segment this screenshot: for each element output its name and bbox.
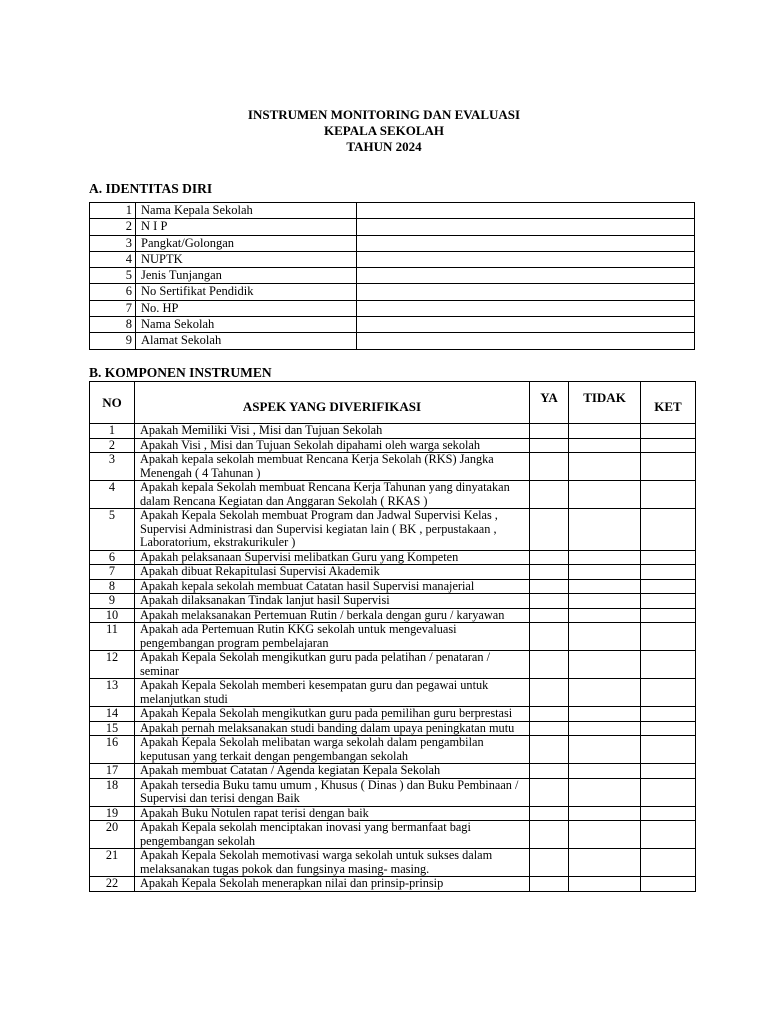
instrument-ket-cell[interactable] xyxy=(641,764,696,779)
instrument-tidak-cell[interactable] xyxy=(569,608,641,623)
instrument-row-question: Apakah Kepala Sekolah memberi kesempatan guru dan pegawai untuk melanjutkan studi xyxy=(135,679,530,707)
instrument-tidak-cell[interactable] xyxy=(569,623,641,651)
instrument-row-number: 2 xyxy=(90,438,135,453)
identity-row xyxy=(90,203,695,219)
instrument-ket-cell[interactable] xyxy=(641,438,696,453)
instrument-row xyxy=(90,550,696,565)
instrument-tidak-cell[interactable] xyxy=(569,438,641,453)
instrument-row-number: 6 xyxy=(90,550,135,565)
identity-row-label: No Sertifikat Pendidik xyxy=(136,284,357,300)
identity-row-number: 9 xyxy=(90,333,136,349)
instrument-ya-cell[interactable] xyxy=(530,877,569,892)
identity-row xyxy=(90,300,695,316)
instrument-ket-cell[interactable] xyxy=(641,424,696,439)
identity-row xyxy=(90,251,695,267)
identity-row-number: 7 xyxy=(90,300,136,316)
instrument-row xyxy=(90,509,696,551)
instrument-tidak-cell[interactable] xyxy=(569,679,641,707)
instrument-row-number: 19 xyxy=(90,806,135,821)
instrument-row xyxy=(90,594,696,609)
title-line-2: KEPALA SEKOLAH xyxy=(323,123,445,138)
instrument-row-number: 8 xyxy=(90,579,135,594)
instrument-row-question: Apakah Kepala Sekolah memotivasi warga sekolah untuk sukses dalam melaksanakan tugas pokok dan fungsinya masing- masing. xyxy=(135,849,530,877)
instrument-row-question: Apakah melaksanakan Pertemuan Rutin / berkala dengan guru / karyawan xyxy=(135,608,530,623)
instrument-row xyxy=(90,736,696,764)
instrument-table xyxy=(89,381,696,892)
identity-row xyxy=(90,333,695,349)
identity-row xyxy=(90,268,695,284)
instrument-row xyxy=(90,764,696,779)
instrument-row xyxy=(90,679,696,707)
instrument-row-number: 22 xyxy=(90,877,135,892)
identity-row-value[interactable] xyxy=(357,284,695,300)
instrument-row-question: Apakah pernah melaksanakan studi banding dalam upaya peningkatan mutu xyxy=(135,721,530,736)
instrument-row xyxy=(90,651,696,679)
identity-row-value[interactable] xyxy=(357,268,695,284)
instrument-ket-cell[interactable] xyxy=(641,579,696,594)
instrument-ya-cell[interactable] xyxy=(530,550,569,565)
instrument-row-number: 1 xyxy=(90,424,135,439)
instrument-tidak-cell[interactable] xyxy=(569,806,641,821)
header-tidak: TIDAK xyxy=(569,382,641,424)
instrument-row xyxy=(90,849,696,877)
instrument-tidak-cell[interactable] xyxy=(569,424,641,439)
identity-row xyxy=(90,317,695,333)
instrument-ket-cell[interactable] xyxy=(641,778,696,806)
instrument-ya-cell[interactable] xyxy=(530,651,569,679)
instrument-row-question: Apakah Kepala Sekolah menerapkan nilai dan prinsip-prinsip xyxy=(135,877,530,892)
instrument-row-question: Apakah Kepala Sekolah membuat Program dan Jadwal Supervisi Kelas , Supervisi Administrasi dan Supervisi kegiatan lain ( BK , perpustakaan , Laboratorium, ekstrakurikuler ) xyxy=(135,509,530,551)
header-aspek: ASPEK YANG DIVERIFIKASI xyxy=(135,382,530,424)
instrument-ket-cell[interactable] xyxy=(641,721,696,736)
identity-row-label: N I P xyxy=(136,219,357,235)
instrument-ket-cell[interactable] xyxy=(641,565,696,580)
instrument-header-row xyxy=(90,382,696,424)
identity-row-value[interactable] xyxy=(357,235,695,251)
instrument-tidak-cell[interactable] xyxy=(569,651,641,679)
identity-row xyxy=(90,235,695,251)
instrument-ket-cell[interactable] xyxy=(641,594,696,609)
instrument-row-number: 12 xyxy=(90,651,135,679)
identity-row-value[interactable] xyxy=(357,300,695,316)
identity-row-label: No. HP xyxy=(136,300,357,316)
instrument-row xyxy=(90,821,696,849)
instrument-tidak-cell[interactable] xyxy=(569,877,641,892)
identity-row-label: NUPTK xyxy=(136,251,357,267)
instrument-row-question: Apakah membuat Catatan / Agenda kegiatan Kepala Sekolah xyxy=(135,764,530,779)
instrument-tidak-cell[interactable] xyxy=(569,764,641,779)
instrument-tidak-cell[interactable] xyxy=(569,565,641,580)
instrument-row-number: 4 xyxy=(90,481,135,509)
identity-row-number: 8 xyxy=(90,317,136,333)
instrument-ya-cell[interactable] xyxy=(530,736,569,764)
instrument-ya-cell[interactable] xyxy=(530,764,569,779)
identity-row-value[interactable] xyxy=(357,203,695,219)
instrument-row xyxy=(90,453,696,481)
instrument-ya-cell[interactable] xyxy=(530,806,569,821)
instrument-row-question: Apakah Kepala Sekolah mengikutkan guru pada pelatihan / penataran / seminar xyxy=(135,651,530,679)
identity-row xyxy=(90,284,695,300)
instrument-ket-cell[interactable] xyxy=(641,806,696,821)
identity-row-value[interactable] xyxy=(357,251,695,267)
identity-row-number: 3 xyxy=(90,235,136,251)
instrument-ket-cell[interactable] xyxy=(641,877,696,892)
identity-row-value[interactable] xyxy=(357,317,695,333)
instrument-row-question: Apakah Kepala Sekolah mengikutkan guru pada pemilihan guru berprestasi xyxy=(135,707,530,722)
instrument-ya-cell[interactable] xyxy=(530,594,569,609)
instrument-row xyxy=(90,481,696,509)
instrument-row xyxy=(90,565,696,580)
instrument-ya-cell[interactable] xyxy=(530,579,569,594)
instrument-tidak-cell[interactable] xyxy=(569,707,641,722)
instrument-row-question: Apakah Memiliki Visi , Misi dan Tujuan Sekolah xyxy=(135,424,530,439)
instrument-ya-cell[interactable] xyxy=(530,509,569,551)
instrument-ya-cell[interactable] xyxy=(530,481,569,509)
identity-row-label: Pangkat/Golongan xyxy=(136,235,357,251)
instrument-row-question: Apakah Kepala sekolah menciptakan inovasi yang bermanfaat bagi pengembangan sekolah xyxy=(135,821,530,849)
identity-row-number: 5 xyxy=(90,268,136,284)
instrument-row-number: 5 xyxy=(90,509,135,551)
instrument-row-question: Apakah dibuat Rekapitulasi Supervisi Akademik xyxy=(135,565,530,580)
identity-row-value[interactable] xyxy=(357,333,695,349)
instrument-ket-cell[interactable] xyxy=(641,821,696,849)
instrument-row-question: Apakah kepala Sekolah membuat Rencana Kerja Tahunan yang dinyatakan dalam Rencana Kegiatan dan Anggaran Sekolah ( RKAS ) xyxy=(135,481,530,509)
instrument-ya-cell[interactable] xyxy=(530,707,569,722)
title-line-1: INSTRUMEN MONITORING DAN EVALUASI xyxy=(247,107,521,122)
instrument-ket-cell[interactable] xyxy=(641,623,696,651)
instrument-ya-cell[interactable] xyxy=(530,778,569,806)
identity-row-label: Nama Kepala Sekolah xyxy=(136,203,357,219)
identity-row-label: Alamat Sekolah xyxy=(136,333,357,349)
identity-row-value[interactable] xyxy=(357,219,695,235)
instrument-ya-cell[interactable] xyxy=(530,453,569,481)
identity-row-label: Jenis Tunjangan xyxy=(136,268,357,284)
instrument-row-number: 18 xyxy=(90,778,135,806)
instrument-ya-cell[interactable] xyxy=(530,438,569,453)
instrument-ket-cell[interactable] xyxy=(641,608,696,623)
instrument-ya-cell[interactable] xyxy=(530,721,569,736)
section-b-heading: B. KOMPONEN INSTRUMEN xyxy=(89,365,272,380)
instrument-row-number: 13 xyxy=(90,679,135,707)
instrument-row-number: 11 xyxy=(90,623,135,651)
instrument-ket-cell[interactable] xyxy=(641,481,696,509)
instrument-row-question: Apakah Buku Notulen rapat terisi dengan baik xyxy=(135,806,530,821)
instrument-tidak-cell[interactable] xyxy=(569,550,641,565)
instrument-row-question: Apakah dilaksanakan Tindak lanjut hasil Supervisi xyxy=(135,594,530,609)
instrument-row-question: Apakah kepala sekolah membuat Rencana Kerja Sekolah (RKS) Jangka Menengah ( 4 Tahunan ) xyxy=(135,453,530,481)
instrument-row xyxy=(90,438,696,453)
instrument-ket-cell[interactable] xyxy=(641,651,696,679)
instrument-row xyxy=(90,806,696,821)
instrument-tidak-cell[interactable] xyxy=(569,594,641,609)
title-line-3: TAHUN 2024 xyxy=(346,139,422,154)
instrument-row-number: 14 xyxy=(90,707,135,722)
document-title xyxy=(0,107,768,155)
instrument-ket-cell[interactable] xyxy=(641,849,696,877)
instrument-ket-cell[interactable] xyxy=(641,453,696,481)
instrument-row-number: 17 xyxy=(90,764,135,779)
instrument-tidak-cell[interactable] xyxy=(569,821,641,849)
identity-row-number: 4 xyxy=(90,251,136,267)
instrument-row xyxy=(90,424,696,439)
instrument-tidak-cell[interactable] xyxy=(569,849,641,877)
identity-row-number: 6 xyxy=(90,284,136,300)
header-no: NO xyxy=(90,382,135,424)
instrument-row-number: 9 xyxy=(90,594,135,609)
instrument-tidak-cell[interactable] xyxy=(569,721,641,736)
identity-row xyxy=(90,219,695,235)
section-a-heading: A. IDENTITAS DIRI xyxy=(89,181,213,196)
instrument-ya-cell[interactable] xyxy=(530,623,569,651)
instrument-row-question: Apakah ada Pertemuan Rutin KKG sekolah untuk mengevaluasi pengembangan program pembelajaran xyxy=(135,623,530,651)
instrument-row-number: 3 xyxy=(90,453,135,481)
instrument-row-question: Apakah Visi , Misi dan Tujuan Sekolah dipahami oleh warga sekolah xyxy=(135,438,530,453)
identity-table xyxy=(89,202,695,350)
instrument-ket-cell[interactable] xyxy=(641,679,696,707)
instrument-ya-cell[interactable] xyxy=(530,849,569,877)
instrument-row-question: Apakah Kepala Sekolah melibatan warga sekolah dalam pengambilan keputusan yang terkait dengan pengembangan sekolah xyxy=(135,736,530,764)
instrument-row-question: Apakah pelaksanaan Supervisi melibatkan Guru yang Kompeten xyxy=(135,550,530,565)
identity-row-number: 1 xyxy=(90,203,136,219)
instrument-ya-cell[interactable] xyxy=(530,565,569,580)
instrument-row-number: 21 xyxy=(90,849,135,877)
identity-row-number: 2 xyxy=(90,219,136,235)
instrument-tidak-cell[interactable] xyxy=(569,778,641,806)
instrument-row-question: Apakah kepala sekolah membuat Catatan hasil Supervisi manajerial xyxy=(135,579,530,594)
instrument-row-question: Apakah tersedia Buku tamu umum , Khusus ( Dinas ) dan Buku Pembinaan / Supervisi dan terisi dengan Baik xyxy=(135,778,530,806)
header-ket: KET xyxy=(641,382,696,424)
instrument-row xyxy=(90,877,696,892)
instrument-tidak-cell[interactable] xyxy=(569,509,641,551)
instrument-ya-cell[interactable] xyxy=(530,679,569,707)
instrument-row xyxy=(90,608,696,623)
instrument-ya-cell[interactable] xyxy=(530,821,569,849)
instrument-ket-cell[interactable] xyxy=(641,736,696,764)
instrument-ya-cell[interactable] xyxy=(530,608,569,623)
instrument-tidak-cell[interactable] xyxy=(569,579,641,594)
instrument-ket-cell[interactable] xyxy=(641,550,696,565)
instrument-row xyxy=(90,623,696,651)
identity-row-label: Nama Sekolah xyxy=(136,317,357,333)
instrument-row xyxy=(90,579,696,594)
instrument-ket-cell[interactable] xyxy=(641,509,696,551)
instrument-row-number: 15 xyxy=(90,721,135,736)
instrument-row xyxy=(90,707,696,722)
instrument-row xyxy=(90,721,696,736)
instrument-ya-cell[interactable] xyxy=(530,424,569,439)
instrument-tidak-cell[interactable] xyxy=(569,481,641,509)
instrument-row-number: 7 xyxy=(90,565,135,580)
instrument-ket-cell[interactable] xyxy=(641,707,696,722)
header-ya: YA xyxy=(530,382,569,424)
instrument-row-number: 10 xyxy=(90,608,135,623)
instrument-row-number: 20 xyxy=(90,821,135,849)
instrument-tidak-cell[interactable] xyxy=(569,736,641,764)
instrument-row xyxy=(90,778,696,806)
instrument-row-number: 16 xyxy=(90,736,135,764)
instrument-tidak-cell[interactable] xyxy=(569,453,641,481)
